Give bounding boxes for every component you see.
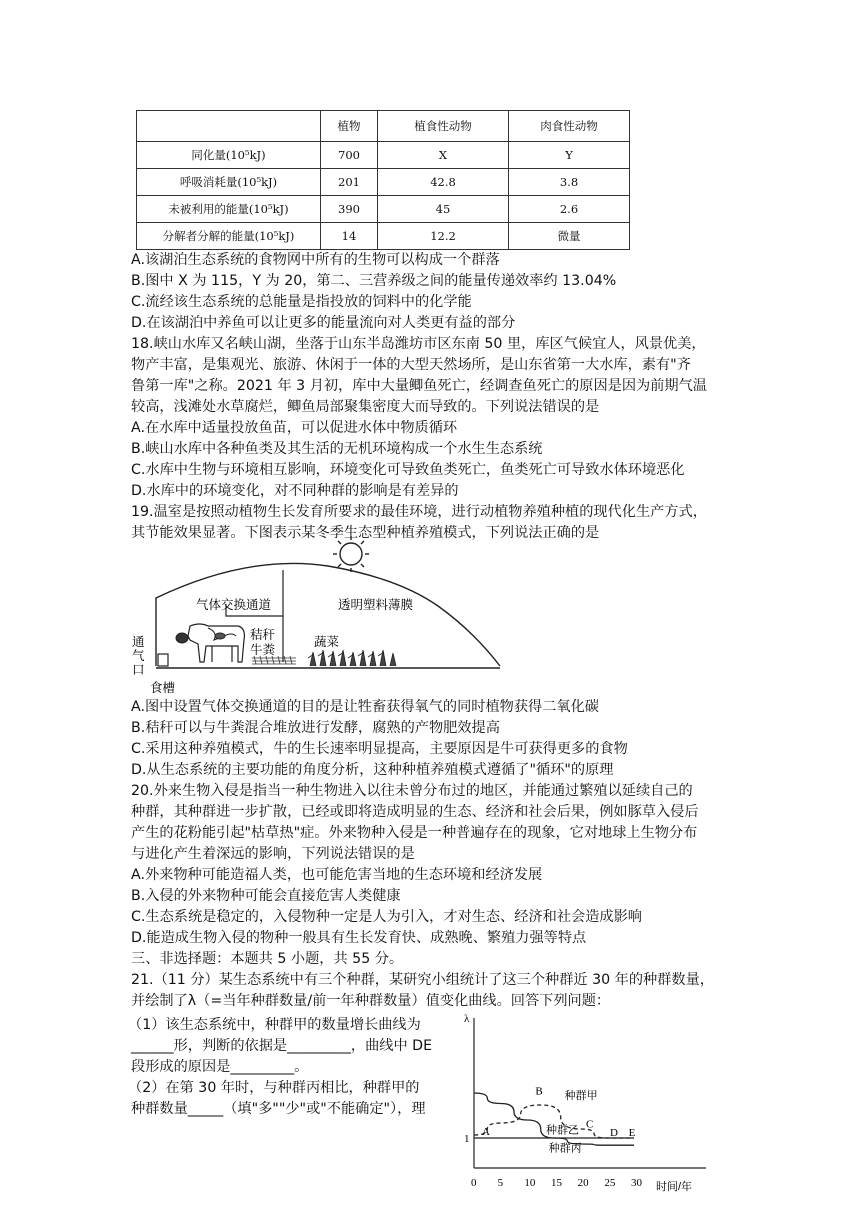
greenhouse-film <box>156 563 500 666</box>
section-heading: 三、非选择题：本题共 5 小题，共 55 分。 <box>131 951 404 967</box>
table-header-row <box>137 111 630 142</box>
table-cell: 42.8 <box>378 169 509 196</box>
cow-icon <box>176 624 244 662</box>
table-cell: 14 <box>321 223 378 250</box>
q18-stem-line: 鲁第一库"之称。2021 年 3 月初，库中大量鲫鱼死亡，经调查鱼死亡的原因是因为前期气温 <box>131 378 707 394</box>
table-cell: 呼吸消耗量(10⁵kJ) <box>137 169 321 196</box>
table-cell: 未被利用的能量(10⁵kJ) <box>137 196 321 223</box>
point-label: C <box>586 1118 594 1131</box>
energy-table <box>136 110 630 250</box>
series-label: 种群甲 <box>564 1090 598 1102</box>
table-cell: 700 <box>321 142 378 169</box>
table-cell: 12.2 <box>378 223 509 250</box>
table-row <box>137 223 630 250</box>
table-cell: 同化量(10⁵kJ) <box>137 142 321 169</box>
q21-sub-line: 段形成的原因是_________。 <box>131 1059 309 1075</box>
table-cell: 390 <box>321 196 378 223</box>
point-label: B <box>535 1085 543 1098</box>
table-row <box>137 142 630 169</box>
q21-sub-line: （1）该生态系统中，种群甲的数量增长曲线为 <box>128 1017 421 1033</box>
table-header-cell: 肉食性动物 <box>509 111 630 142</box>
q21-sub-line: （2）在第 30 年时，与种群丙相比，种群甲的 <box>128 1080 420 1096</box>
q20-stem-line: 产生的花粉能引起"枯草热"症。外来物种入侵是一种普遍存在的现象，它对地球上生物分布 <box>131 825 698 841</box>
table-row <box>137 169 630 196</box>
y-axis-label: λ <box>464 1013 470 1025</box>
q19-option-a: A.图中设置气体交换通道的目的是让牲畜获得氧气的同时植物获得二氧化碳 <box>131 699 599 715</box>
q19-option-d: D.从生态系统的主要功能的角度分析，这种种植养殖模式遵循了"循环"的原理 <box>131 762 614 778</box>
trough-label: 食槽 <box>150 681 176 695</box>
point-label: D <box>610 1126 618 1139</box>
x-tick-label: 5 <box>497 1177 504 1189</box>
q18-stem-line: 18.峡山水库又名峡山湖，坐落于山东半岛潍坊市区东南 50 里，库区气候宜人，风景优美， <box>131 336 706 352</box>
q18-stem-line: 较高，浅滩处水草腐烂，鲫鱼局部聚集密度大而导致的。下列说法错误的是 <box>131 399 600 415</box>
table-cell: 分解者分解的能量(10⁵kJ) <box>137 223 321 250</box>
table-header-cell: 植物 <box>321 111 378 142</box>
vent-label-1: 通 <box>132 635 145 649</box>
x-tick-label: 10 <box>524 1177 536 1189</box>
q17-option-d: D.在该湖泊中养鱼可以让更多的能量流向对人类更有益的部分 <box>131 315 516 331</box>
sun-icon <box>333 536 369 572</box>
x-tick-label: 25 <box>604 1177 616 1189</box>
q17-option-b: B.图中 X 为 115，Y 为 20，第二、三营养级之间的能量传递效率约 13.04% <box>131 273 617 289</box>
straw-label: 秸秆 <box>250 628 276 642</box>
y-tick-label: 1 <box>464 1133 470 1145</box>
film-label: 透明塑料薄膜 <box>338 598 414 612</box>
series-label: 种群乙 <box>546 1124 579 1137</box>
vegetable-rows <box>308 650 396 666</box>
q20-option-d: D.能造成生物入侵的物种一般具有生长发育快、成熟晚、繁殖力强等特点 <box>131 930 587 946</box>
x-axis-label: 时间/年 <box>656 1181 693 1193</box>
q20-stem-line: 与进化产生着深远的影响，下列说法错误的是 <box>131 846 415 862</box>
table-row <box>137 196 630 223</box>
q21-stem-line: 并绘制了λ（=当年种群数量/前一年种群数量）值变化曲线。回答下列问题： <box>131 993 611 1009</box>
q21-sub-line: ______形，判断的依据是_________，曲线中 DE <box>131 1038 433 1054</box>
q19-option-b: B.秸秆可以与牛粪混合堆放进行发酵，腐熟的产物肥效提高 <box>131 720 500 736</box>
q21-sub-line: 种群数量_____（填"多""少"或"不能确定"），理 <box>131 1101 426 1117</box>
x-tick-label: 20 <box>577 1177 589 1189</box>
x-tick-label: 0 <box>471 1177 477 1189</box>
q18-option-c: C.水库中生物与环境相互影响，环境变化可导致鱼类死亡，鱼类死亡可导致水体环境恶化 <box>131 462 685 478</box>
table-header-cell <box>137 111 321 142</box>
q19-stem-line: 其节能效果显著。下图表示某冬季生态型种植养殖模式，下列说法正确的是 <box>131 525 600 541</box>
q18-option-d: D.水库中的环境变化，对不同种群的影响是有差异的 <box>131 483 459 499</box>
x-tick-label: 15 <box>551 1177 562 1189</box>
x-tick-label: 30 <box>631 1177 642 1189</box>
lambda-chart <box>456 1010 726 1210</box>
gas-channel-label: 气体交换通道 <box>196 598 272 612</box>
q21-stem-line: 21.（11 分）某生态系统中有三个种群，某研究小组统计了这三个种群近 30 年的种群数量， <box>131 972 714 988</box>
q20-option-b: B.入侵的外来物种可能会直接危害人类健康 <box>131 888 401 904</box>
q20-stem-line: 种群，其种群进一步扩散，已经或即将造成明显的生态、经济和社会后果，例如豚草入侵后 <box>131 804 699 820</box>
trough-box <box>158 654 168 666</box>
series-label: 种群丙 <box>548 1142 582 1155</box>
table-header-cell: 植食性动物 <box>378 111 509 142</box>
q20-option-a: A.外来物种可能造福人类，也可能危害当地的生态环境和经济发展 <box>131 867 543 883</box>
greenhouse-figure <box>128 536 548 698</box>
q18-option-a: A.在水库中适量投放鱼苗，可以促进水体中物质循环 <box>131 420 458 436</box>
table-cell: Y <box>509 142 630 169</box>
q19-option-c: C.采用这种养殖模式，牛的生长速率明显提高，主要原因是牛可获得更多的食物 <box>131 741 628 757</box>
q17-option-a: A.该湖泊生态系统的食物网中所有的生物可以构成一个群落 <box>131 252 500 268</box>
table-cell: X <box>378 142 509 169</box>
q18-stem-line: 物产丰富，是集观光、旅游、休闲于一体的大型天然场所，是山东省第一大水库，素有"齐 <box>131 357 691 373</box>
vent-label-3: 口 <box>132 663 145 677</box>
q18-option-b: B.峡山水库中各种鱼类及其生活的无机环境构成一个水生生态系统 <box>131 441 543 457</box>
vegetables-label: 蔬菜 <box>314 635 340 649</box>
table-cell: 微量 <box>509 223 630 250</box>
point-label: A <box>482 1126 490 1138</box>
q17-option-c: C.流经该生态系统的总能量是指投放的饲料中的化学能 <box>131 294 472 310</box>
table-cell: 3.8 <box>509 169 630 196</box>
table-cell: 201 <box>321 169 378 196</box>
table-cell: 2.6 <box>509 196 630 223</box>
q19-stem-line: 19.温室是按照动植物生长发育所要求的最佳环境，进行动植物养殖种植的现代化生产方式， <box>131 504 707 520</box>
q20-option-c: C.生态系统是稳定的，入侵物种一定是人为引入，才对生态、经济和社会造成影响 <box>131 909 642 925</box>
point-label: E <box>628 1126 636 1139</box>
manure-label: 牛粪 <box>250 643 276 657</box>
straw-pile <box>252 656 296 664</box>
table-cell: 45 <box>378 196 509 223</box>
q20-stem-line: 20.外来生物入侵是指当一种生物进入以往未曾分布过的地区，并能通过繁殖以延续自己的 <box>131 783 693 799</box>
vent-label-2: 气 <box>132 649 145 663</box>
